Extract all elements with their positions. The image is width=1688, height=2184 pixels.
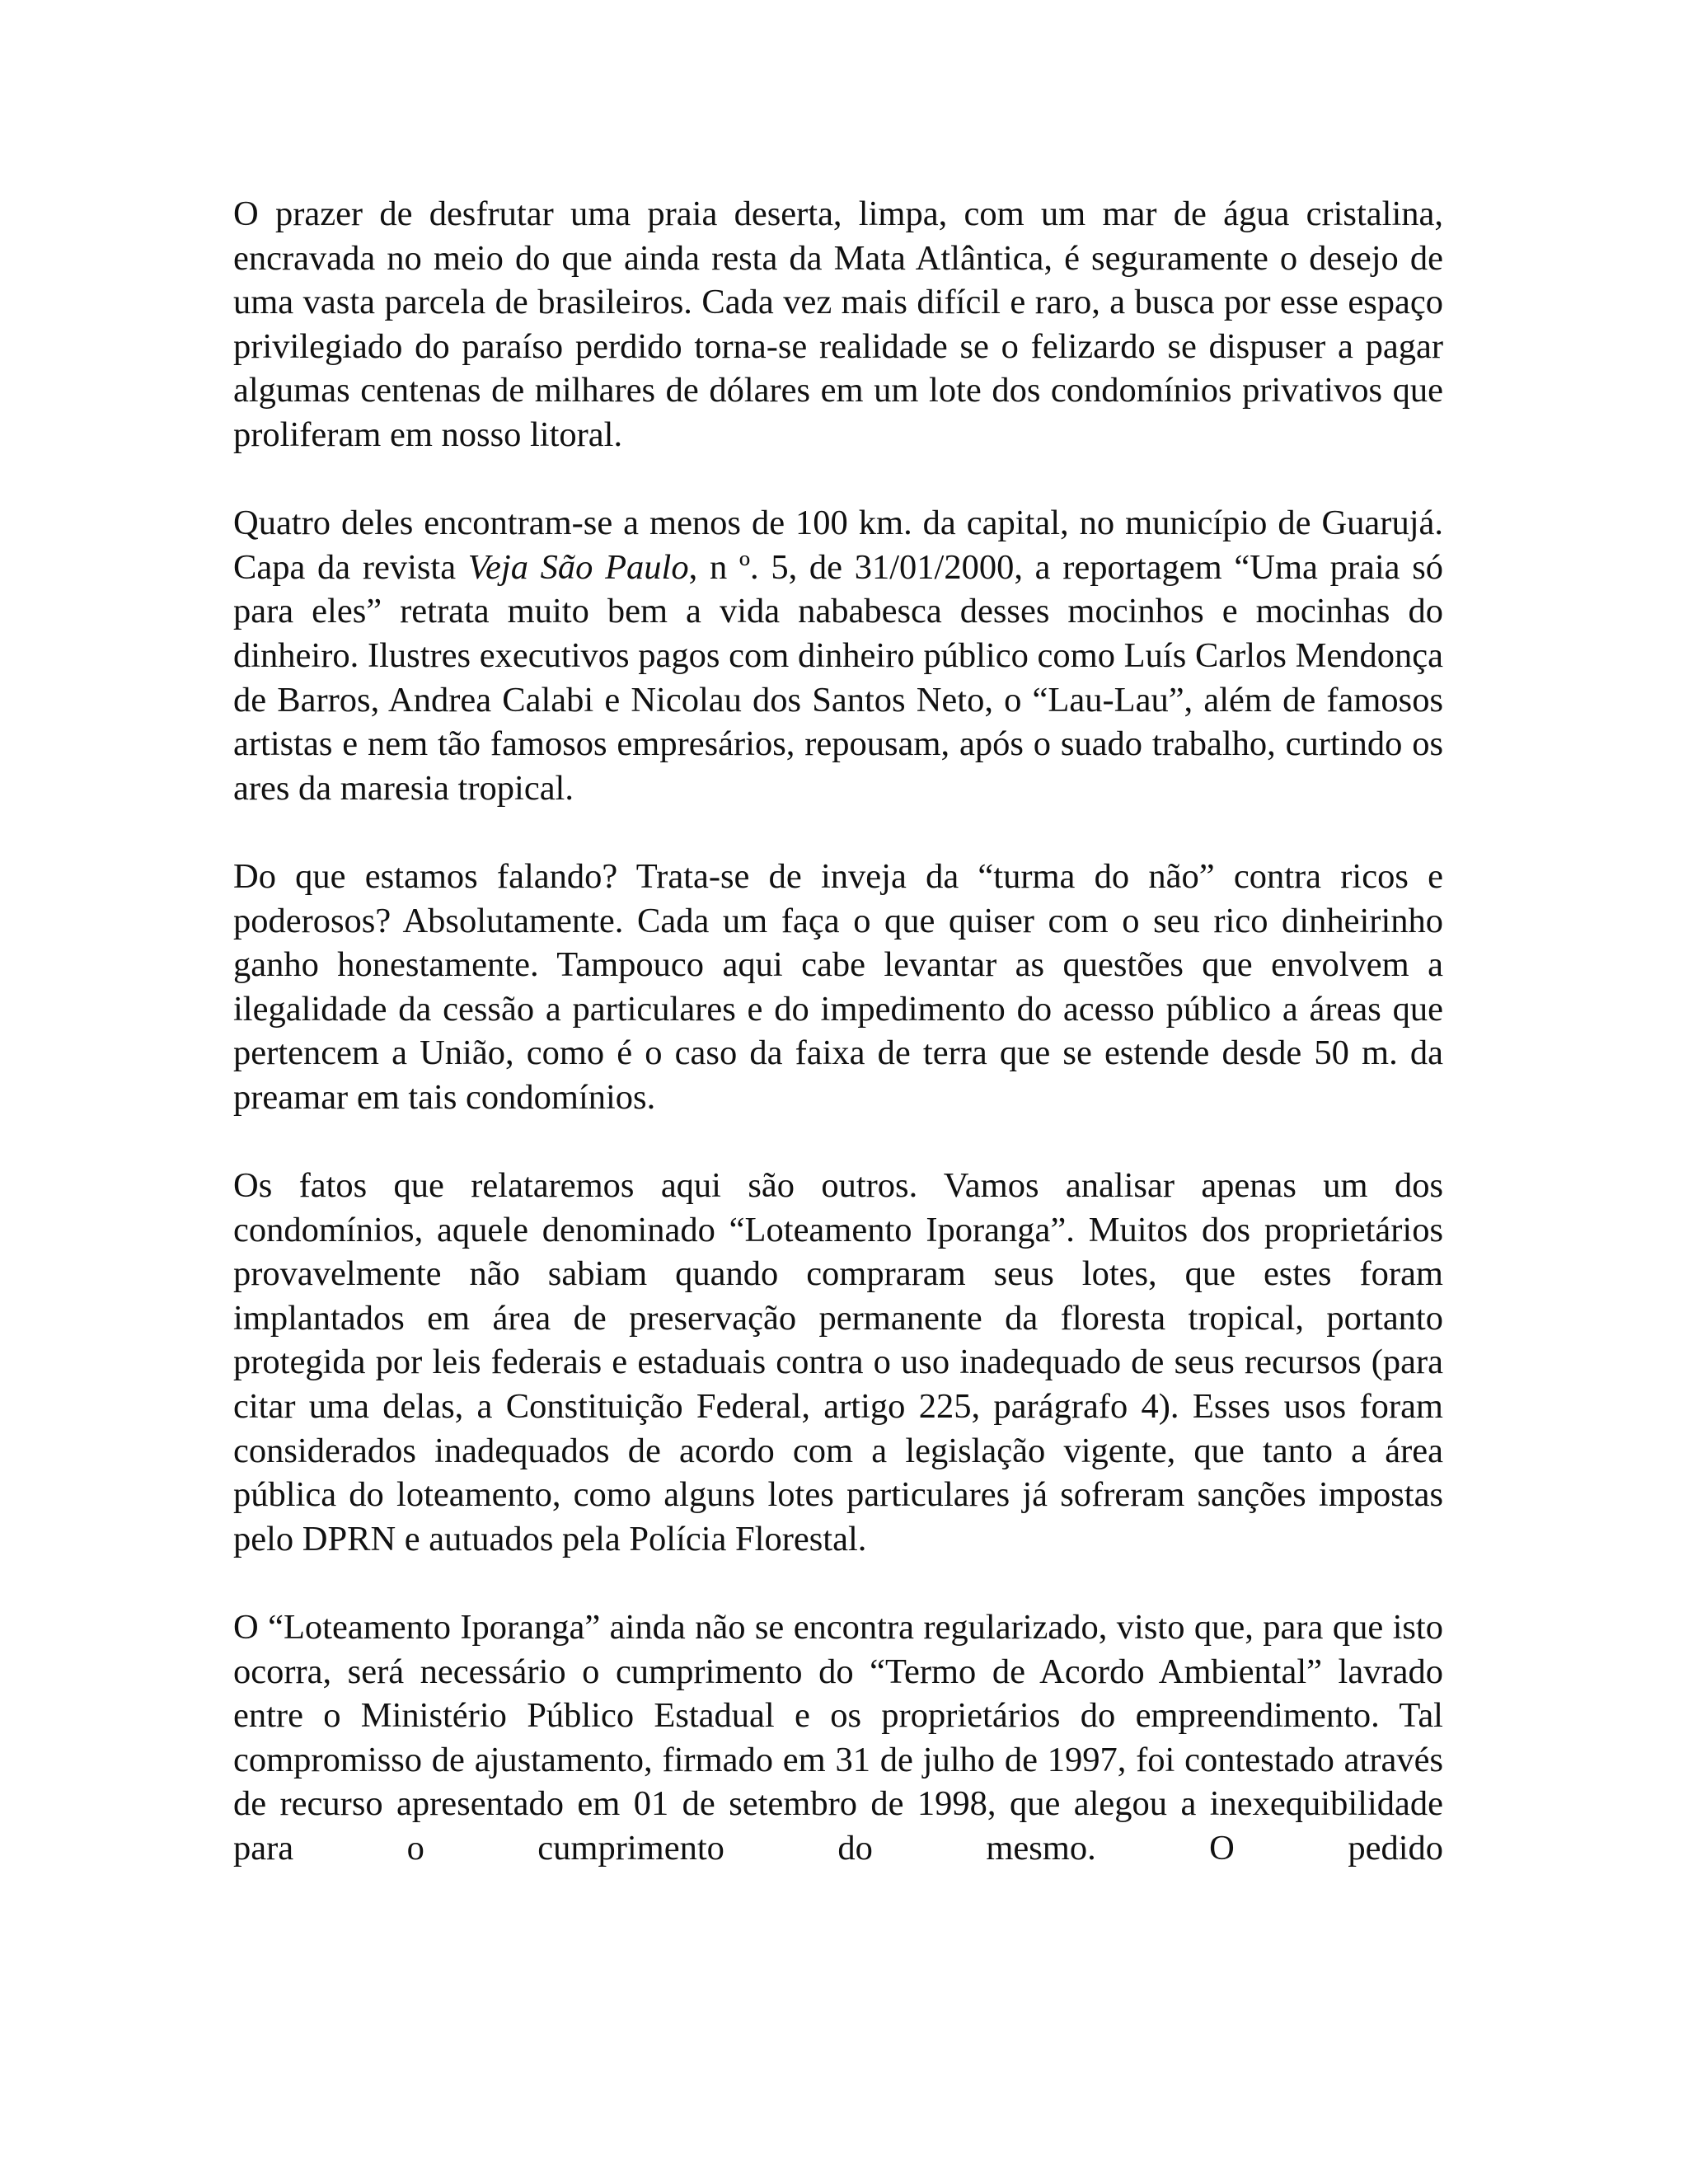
paragraph-5: O “Loteamento Iporanga” ainda não se encontra regularizado, visto que, para que isto ocorra, será necessário o cumprimento do “Termo de Acordo Ambiental” lavrado entre o Ministério Público Estadual e os proprietários do empreendimento. Tal compromisso de ajustamento, firmado em 31 de julho de 1997, foi contestado através de recurso apresentado em 01 de setembro de 1998, que alegou a inexequibilidade para o cumprimento do mesmo. O pedido: [233, 1608, 1443, 1868]
paragraph-2: [233, 501, 1443, 810]
paragraph-2-rest: , n º. 5, de 31/01/2000, a reportagem “Uma praia só para eles” retrata muito bem a vida nababesca desses mocinhos e mocinhas do dinheiro. Ilustres executivos pagos com dinheiro público como Luís Carlos Mendonça de Barros, Andrea Calabi e Nicolau dos Santos Neto, o “Lau-Lau”, além de famosos artistas e nem tão famosos empresários, repousam, após o suado trabalho, curtindo os ares da maresia tropical.: [233, 547, 1443, 808]
paragraph-3: Do que estamos falando? Trata-se de inveja da “turma do não” contra ricos e poderosos? Absolutamente. Cada um faça o que quiser com o seu rico dinheirinho ganho honestamente. Tampouco aqui cabe levantar as questões que envolvem a ilegalidade da cessão a particulares e do impedimento do acesso público a áreas que pertencem a União, como é o caso da faixa de terra que se estende desde 50 m. da preamar em tais condomínios.: [233, 856, 1443, 1117]
magazine-title: Veja São Paulo: [467, 547, 689, 587]
paragraph-2-lead: Quatro deles encontram-se a menos de 100 km. da capital, no município de Guarujá. Capa da revista: [233, 504, 1443, 587]
body-text: [233, 192, 1443, 1871]
paragraph-4: Os fatos que relataremos aqui são outros. Vamos analisar apenas um dos condomínios, aquele denominado “Loteamento Iporanga”. Muitos dos proprietários provavelmente não sabiam quando compraram seus lotes, que estes foram implantados em área de preservação permanente da floresta tropical, portanto protegida por leis federais e estaduais contra o uso inadequado de seus recursos (para citar uma delas, a Constituição Federal, artigo 225, parágrafo 4). Esses usos foram considerados inadequados de acordo com a legislação vigente, que tanto a área pública do loteamento, como alguns lotes particulares já sofreram sanções impostas pelo DPRN e autuados pela Polícia Florestal.: [233, 1166, 1443, 1558]
paragraph-1: O prazer de desfrutar uma praia deserta, limpa, com um mar de água cristalina, encravada no meio do que ainda resta da Mata Atlântica, é seguramente o desejo de uma vasta parcela de brasileiros. Cada vez mais difícil e raro, a busca por esse espaço privilegiado do paraíso perdido torna-se realidade se o felizardo se dispuser a pagar algumas centenas de milhares de dólares em um lote dos condomínios privativos que proliferam em nosso litoral.: [233, 194, 1443, 454]
